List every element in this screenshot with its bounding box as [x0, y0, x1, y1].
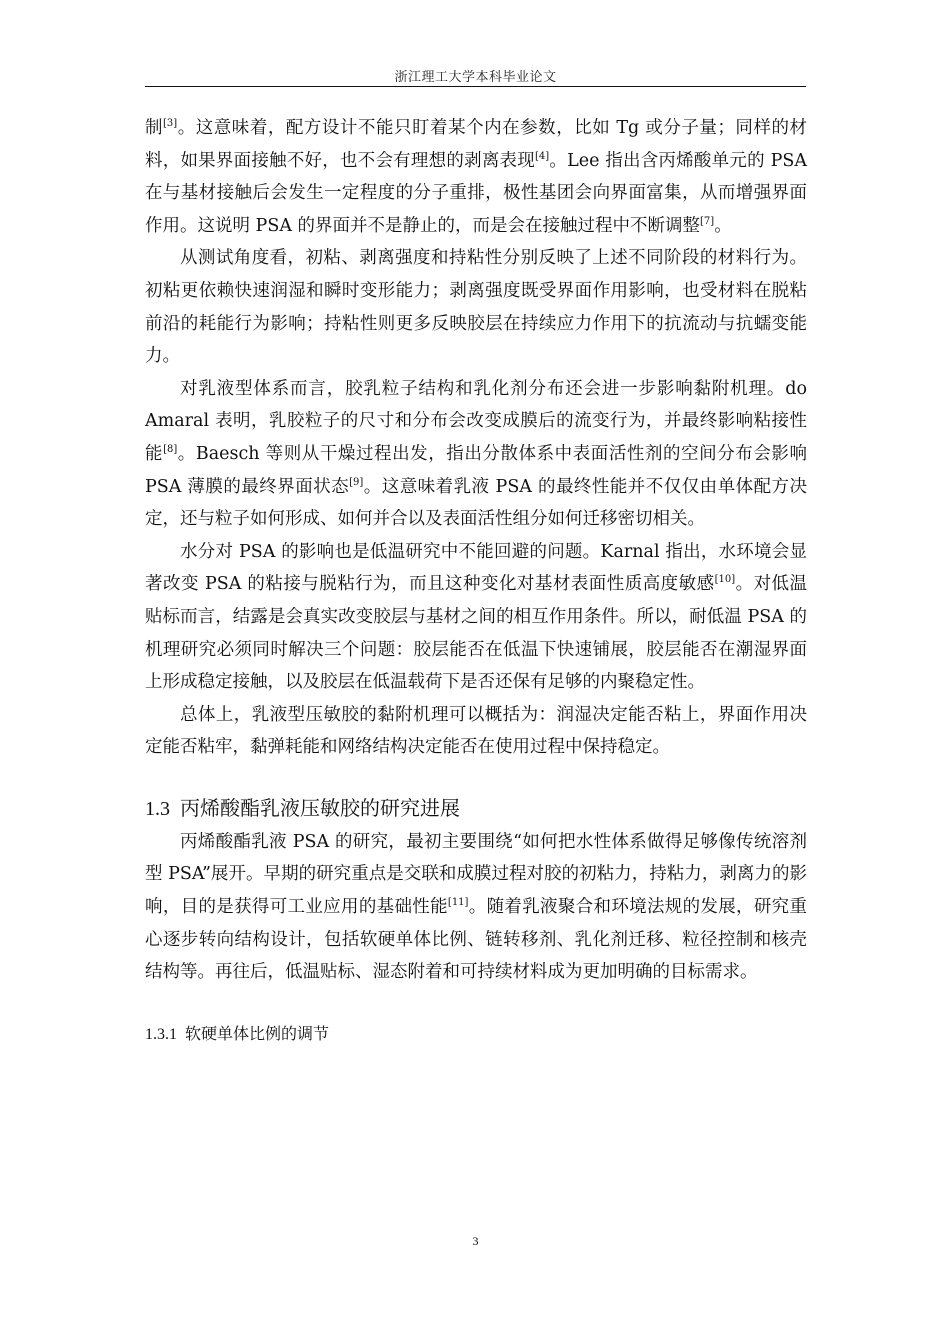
paragraph-text: 。Baesch 等则从干燥过程出发，指出分散体系中表面活性剂的空间分布会影响 PSA 薄膜的最终界面状态	[145, 443, 807, 497]
header-rule	[145, 86, 806, 87]
paragraph-text: 。对低温贴标而言，结露是会真实改变胶层与基材之间的相互作用条件。所以，耐低温 PSA 的机理研究必须同时解决三个问题：胶层能否在低温下快速铺展，胶层能否在潮湿界面上形成稳定接触，以及胶层在低温载荷下是否还保有足够的内聚稳定性。	[145, 574, 808, 693]
citation-ref: [10]	[714, 574, 736, 586]
paragraph-text: 。这意味着，配方设计不能只盯着某个内在参数，比如 Tg 或分子量；同样的材料，如果界面接触不好，也不会有理想的剥离表现	[145, 118, 808, 171]
section-heading	[145, 791, 807, 826]
citation-ref: [3]	[163, 118, 178, 129]
paragraph-text: 制	[145, 118, 164, 138]
paragraph	[145, 536, 807, 699]
citation-ref: [11]	[447, 897, 469, 909]
section-paragraphs	[145, 826, 807, 989]
citation-ref: [9]	[349, 476, 364, 488]
subsection-title: 软硬单体比例的调节	[185, 1023, 330, 1043]
paragraph-text: 。	[714, 215, 732, 236]
paragraph-text: 丙烯酸酯乳液 PSA 的研究，最初主要围绕“如何把水性体系做得足够像传统溶剂型 PSA”展开。早期的研究重点是交联和成膜过程对胶的初粘力，持粘力，剥离力的影响，目的是获得可工业应用的基础性能	[145, 831, 807, 918]
citation-ref: [4]	[535, 150, 550, 162]
paragraph	[145, 373, 807, 536]
running-header: 浙江理工大学本科毕业论文	[394, 70, 557, 85]
subsection-heading	[145, 1019, 807, 1050]
paragraph-text: 总体上，乳液型压敏胶的黏附机理可以概括为：润湿决定能否粘上，界面作用决定能否粘牢，黏弹耗能和网络结构决定能否在使用过程中保持稳定。	[145, 704, 807, 758]
paragraph	[145, 826, 807, 989]
paragraph-text: 。随着乳液聚合和环境法规的发展，研究重心逐步转向结构设计，包括软硬单体比例、链转移剂、乳化剂迁移、粒径控制和核壳结构等。再往后，低温贴标、湿态附着和可持续材料成为更加明确的目标需求。	[145, 897, 808, 983]
paragraph	[145, 699, 807, 764]
page-number: 3	[472, 1234, 479, 1248]
body-paragraphs	[145, 112, 807, 764]
paragraph	[145, 112, 807, 242]
paragraph-text: 从测试角度看，初粘、剥离强度和持粘性分别反映了上述不同阶段的材料行为。初粘更依赖快速润湿和瞬时变形能力；剥离强度既受界面作用影响，也受材料在脱粘前沿的耗能行为影响；持粘性则更多反映胶层在持续应力作用下的抗流动与抗蠕变能力。	[145, 248, 807, 367]
section-title: 丙烯酸酯乳液压敏胶的研究进展	[180, 795, 460, 820]
citation-ref: [8]	[163, 443, 178, 455]
paragraph-text: 。Lee 指出含丙烯酸单元的 PSA 在与基材接触后会发生一定程度的分子重排，极性基团会向界面富集，从而增强界面作用。这说明 PSA 的界面并不是静止的，而是会在接触过程中不断调整	[145, 150, 807, 236]
paragraph-text: 水分对 PSA 的影响也是低温研究中不能回避的问题。Karnal 指出，水环境会显著改变 PSA 的粘接与脱粘行为，而且这种变化对基材表面性质高度敏感	[145, 541, 807, 595]
subsection-number: 1.3.1	[145, 1025, 177, 1043]
paragraph-text: 对乳液型体系而言，胶乳粒子结构和乳化剂分布还会进一步影响黏附机理。do Amaral 表明，乳胶粒子的尺寸和分布会改变成膜后的流变行为，并最终影响粘接性能	[145, 378, 807, 464]
page-body	[145, 112, 807, 1050]
citation-ref: [7]	[700, 215, 715, 227]
paragraph	[145, 242, 807, 372]
section-number: 1.3	[145, 797, 170, 820]
paragraph-text: 。这意味着乳液 PSA 的最终性能并不仅仅由单体配方决定，还与粒子如何形成、如何并合以及表面活性组分如何迁移密切相关。	[145, 476, 807, 530]
